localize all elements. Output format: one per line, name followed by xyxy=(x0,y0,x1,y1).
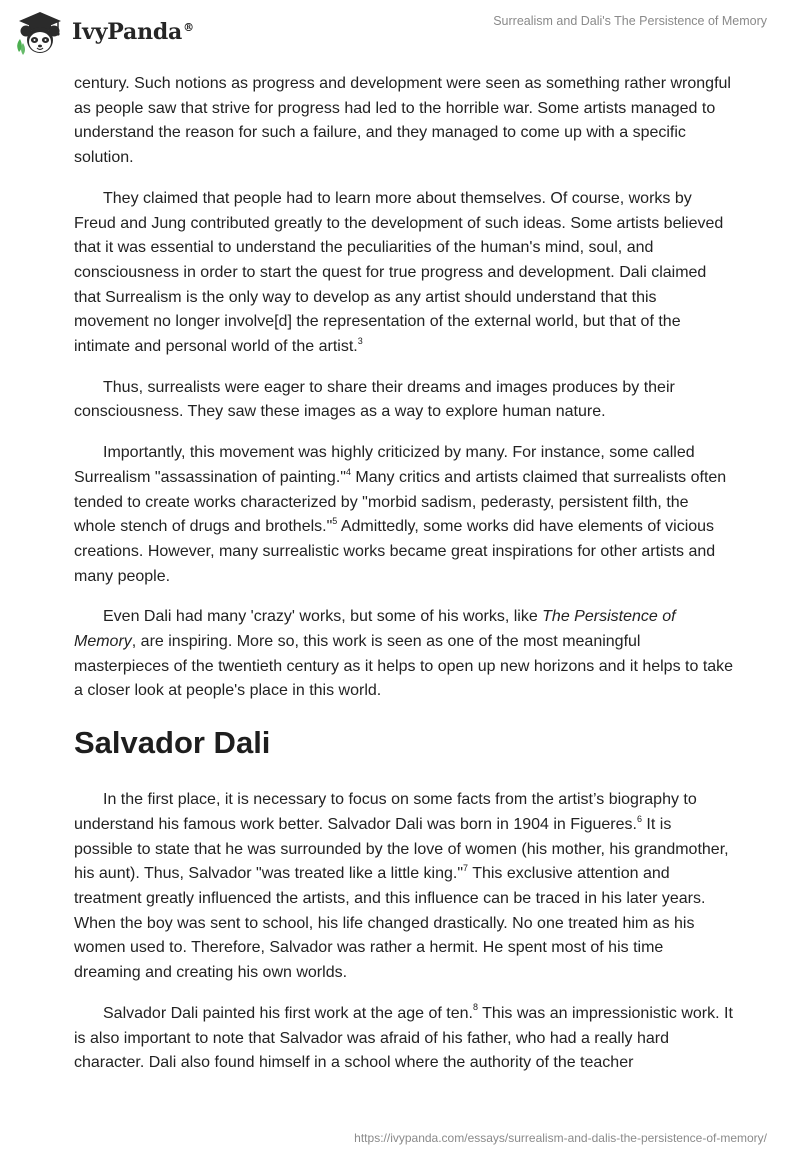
essay-body xyxy=(74,72,734,1092)
footnote-ref[interactable]: 8 xyxy=(472,1002,478,1013)
paragraph-4: Importantly, this movement was highly criticized by many. For instance, some called Surrealism "assassination of painting."$^4$ Many critics and artists claimed that surrealists often tended to create works characterized by "morbid sadism, pederasty, persistent filth, the whole stench of drugs and brothels."$^5$ Admittedly, some works did have elements of vicious creations. However, many surrealistic works became great inspirations for other artists and many people. xyxy=(74,444,727,585)
panda-graduate-icon xyxy=(14,9,66,55)
ivypanda-logo[interactable] xyxy=(14,7,194,57)
document-title: Surrealism and Dali's The Persistence of Memory xyxy=(493,14,767,28)
footnote-ref[interactable]: 5 xyxy=(332,515,338,526)
paragraph-5: Even Dali had many 'crazy' works, but some of his works, like The Persistence of Memory, are inspiring. More so, this work is seen as one of the most meaningful masterpieces of the twentieth century as it helps to open up new horizons and it helps to take a closer look at people's place in this world. xyxy=(74,608,734,700)
paragraph-2: They claimed that people had to learn more about themselves. Of course, works by Freud and Jung contributed greatly to the development of such ideas. Some artists believed that it was essential to understand the peculiarities of the human's mind, soul, and consciousness in order to start the quest for true progress and development. Dali claimed that Surrealism is the only way to develop as any artist should understand that this movement no longer involve[d] the representation of the external world, but that of the intimate and personal world of the artist.$^3$ xyxy=(74,189,724,356)
artwork-title: The Persistence of Memory xyxy=(74,608,676,651)
logo-wordmark: IvyPanda® xyxy=(72,19,194,45)
paragraph-1: century. Such notions as progress and development were seen as something rather wrongful as people saw that strive for progress had led to the horrible war. Some artists managed to understand the reason for such a failure, and they managed to come up with a specific solution. xyxy=(74,75,731,167)
section-heading: Salvador Dali xyxy=(74,725,271,761)
paragraph-7: Salvador Dali painted his first work at the age of ten.$^8$ This was an impressionistic work. It is also important to note that Salvador was afraid of his father, who had a really hard character. Dali also found himself in a school where the authority of the teacher xyxy=(74,1002,733,1072)
page-header xyxy=(0,0,800,70)
footnote-ref[interactable]: 7 xyxy=(463,862,469,873)
paragraph-6: In the first place, it is necessary to focus on some facts from the artist’s biography to understand his famous work better. Salvador Dali was born in 1904 in Figueres.$^6$ It is possible to state that he was surrounded by the love of women (his mother, his grandmother, his aunt). Thus, Salvador "was treated like a little king."$^7$ This exclusive attention and treatment greatly influenced the artists, and this influence can be traced in his later years. When the boy was sent to school, his life changed drastically. No one treated him as his women used to. Therefore, Salvador was rather a hermit. He spent most of his time dreaming and creating his own worlds. xyxy=(74,791,729,982)
paragraph-3: Thus, surrealists were eager to share their dreams and images produces by their consciousness. They saw these images as a way to explore human nature. xyxy=(74,378,675,421)
footnote-ref[interactable]: 6 xyxy=(636,813,642,824)
footnote-ref[interactable]: 3 xyxy=(357,335,363,346)
source-url[interactable]: https://ivypanda.com/essays/surrealism-and-dalis-the-persistence-of-memory/ xyxy=(354,1131,767,1145)
footnote-ref[interactable]: 4 xyxy=(345,466,351,477)
